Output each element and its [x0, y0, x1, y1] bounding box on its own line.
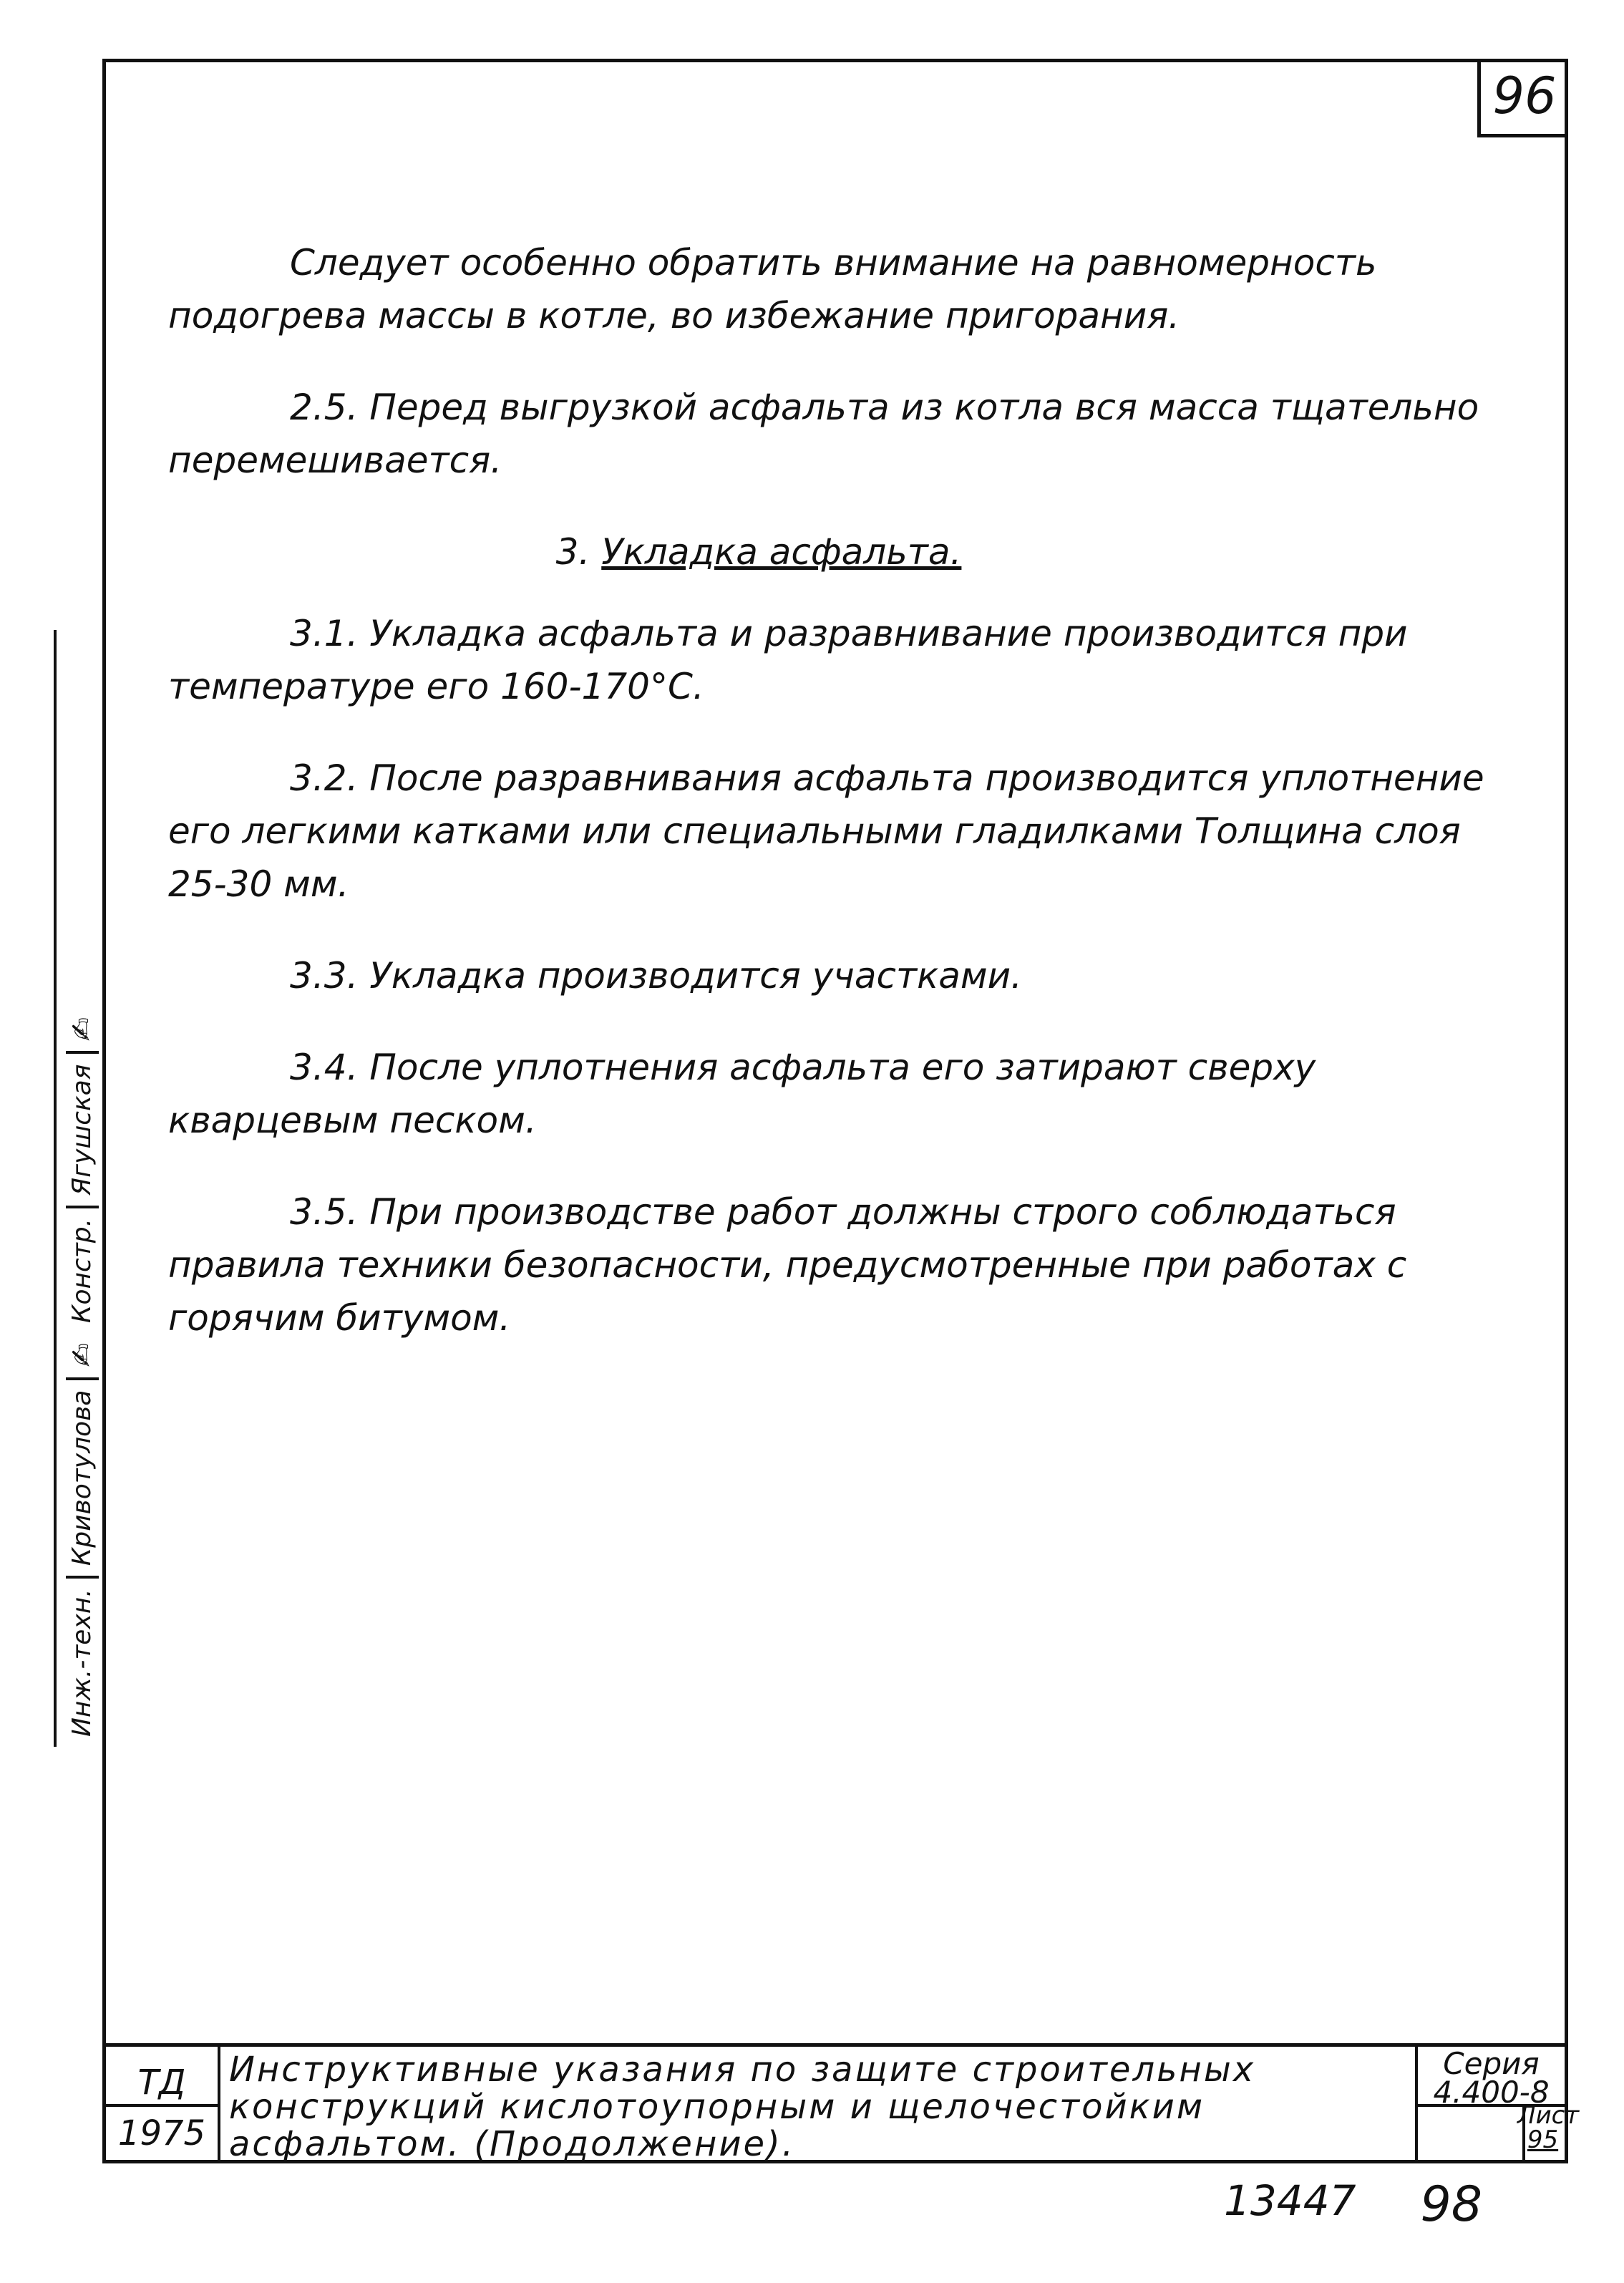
title-block-empty-cell: [1418, 2107, 1525, 2160]
series-label: Серия: [1443, 2046, 1540, 2081]
page-number: 96: [1477, 59, 1568, 137]
paragraph-2-5: 2.5. Перед выгрузкой асфальта из котла вся масса тщательно перемешивается.: [168, 387, 1479, 481]
archive-number: 13447: [1224, 2176, 1356, 2225]
paragraph-3-4: 3.4. После уплотнения асфальта его затирают сверху кварцевым песком.: [168, 1047, 1316, 1141]
section-heading: [168, 525, 1528, 578]
signature-icon: ✍: [66, 1017, 99, 1042]
signature-icon: ✍: [66, 1343, 99, 1367]
title-block-series: [1418, 2046, 1565, 2110]
approval-stamp: [59, 630, 103, 1747]
title-block-year: 1975: [106, 2107, 220, 2160]
stamp-engineer-name: Кривотулова: [66, 1377, 99, 1576]
section-heading-number: 3.: [555, 531, 590, 573]
stamp-border: [54, 630, 57, 1747]
paragraph-3-3: 3.3. Укладка производится участками.: [290, 955, 1023, 997]
sheet-label: Лист: [1517, 2101, 1580, 2130]
section-heading-text: Укладка асфальта.: [601, 531, 962, 573]
paragraph-3-1: 3.1. Укладка асфальта и разравнивание производится при температуре его 160-170°С.: [168, 613, 1408, 707]
stamp-engineer-label: Инж.-техн.: [66, 1576, 99, 1747]
title-block-org: ТД: [106, 2047, 220, 2107]
stamp-constructor-label: Констр.: [66, 1206, 99, 1333]
series-value: 4.400-8: [1433, 2075, 1550, 2110]
sheet-info: [1517, 2101, 1580, 2154]
document-body: [168, 236, 1528, 1344]
stamp-constructor-name: Ягушская: [66, 1051, 99, 1205]
title-block-title: Инструктивные указания по защите строительных конструкций кислотоупорным и щелочестойким асфальтом. (Продолжение).: [220, 2047, 1418, 2160]
sheet-value: 95: [1527, 2126, 1559, 2154]
paragraph-3-5: 3.5. При производстве работ должны строго соблюдаться правила техники безопасности, предусмотренные при работах с горячим битумом.: [168, 1191, 1407, 1339]
paragraph-intro: Следует особенно обратить внимание на равномерность подогрева массы в котле, во избежание пригорания.: [168, 242, 1377, 336]
paragraph-3-2: 3.2. После разравнивания асфальта производится уплотнение его легкими катками или специальными гладилками Толщина слоя 25-30 мм.: [168, 757, 1484, 905]
footer-page-number: 98: [1420, 2176, 1483, 2233]
title-block: [102, 2043, 1580, 2164]
footer-numbers: [1224, 2176, 1482, 2233]
